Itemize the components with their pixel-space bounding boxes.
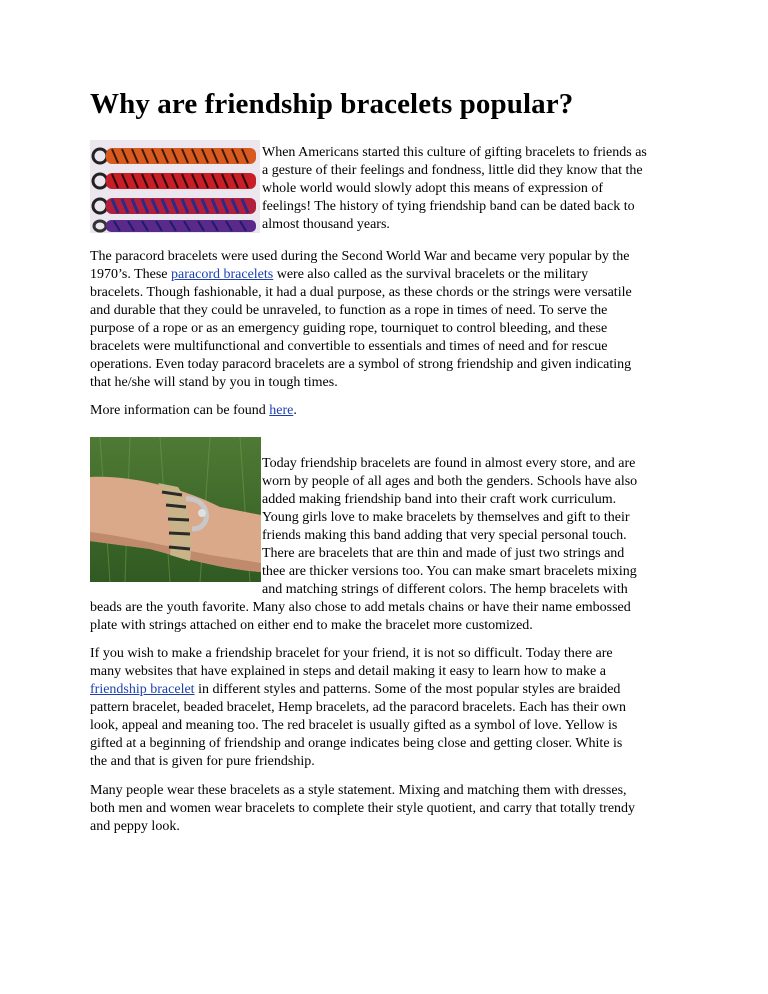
more-info-paragraph [90,402,688,420]
text-line: and matching strings of different colors. The hemp bracelets with [262,582,628,597]
text-line: bracelets. Though fashionable, it had a dual purpose, as these chords or the strings were versatile [90,285,632,300]
text-line: a gesture of their feelings and fondness, little did they know that the [262,163,643,178]
text-line: and durable that they could be unraveled, to function as a rope in times of need. To serve the [90,303,608,318]
style-statement-paragraph [90,782,688,836]
text-line: When Americans started this culture of gifting bracelets to friends as [262,145,647,160]
bracelets-photo [90,140,260,233]
text-line: added making friendship band into their craft work curriculum. [262,492,617,507]
text-line: Today friendship bracelets are found in almost every store, and are [262,456,636,471]
text-line: operations. Even today paracord bracelets are a symbol of strong friendship and given indicating [90,357,632,372]
braided-bracelets-photo-icon [90,140,260,233]
text-segment: in different styles and patterns. Some of the most popular styles are braided [194,682,621,697]
text-segment: More information can be found [90,403,270,418]
text-segment: . [293,403,297,418]
here-link[interactable]: here [269,403,294,418]
text-line: and peppy look. [90,819,180,834]
text-line: whole world would slowly adopt this means of expression of [262,181,604,196]
text-segment: 1970’s. These [90,267,172,282]
text-line [90,681,688,699]
text-line: The paracord bracelets were used during the Second World War and became very popular by the [90,249,630,264]
text-line: the and that is given for pure friendship. [90,754,315,769]
text-line: that he/she will stand by you in tough times. [90,375,338,390]
text-line: beads are the youth favorite. Many also chose to add metals chains or have their name embossed [90,600,631,615]
text-line: worn by people of all ages and both the genders. Schools have also [262,474,638,489]
text-line: gifted at a beginning of friendship and orange indicates being close and getting closer. White is [90,736,623,751]
modern-bracelets-paragraph [262,455,682,599]
wrist-bracelet-photo [90,437,261,582]
paracord-bracelet-on-wrist-photo-icon [90,437,261,582]
page-title: Why are friendship bracelets popular? [90,88,574,120]
text-line [90,266,688,284]
paracord-history-paragraph [90,248,688,392]
text-line: Many people wear these bracelets as a style statement. Mixing and matching them with dresses, [90,783,627,798]
making-bracelets-paragraph [90,645,688,771]
text-line: If you wish to make a friendship bracelet for your friend, it is not so difficult. Today there are [90,646,613,661]
text-line: There are bracelets that are thin and made of just two strings and [262,546,625,561]
text-segment: were also called as the survival bracelets or the military [273,267,589,282]
modern-bracelets-paragraph-continued [90,599,688,635]
text-line: thee are thicker versions too. You can make smart bracelets mixing [262,564,637,579]
friendship-bracelet-link[interactable]: friendship bracelet [90,682,195,697]
text-line [90,402,688,420]
text-line: many websites that have explained in steps and detail making it easy to learn how to make a [90,664,606,679]
text-line: friends making this band adding that very special personal touch. [262,528,627,543]
text-line: Young girls love to make bracelets by themselves and gift to their [262,510,630,525]
text-line: pattern bracelet, beaded bracelet, Hemp bracelets, ad the paracord bracelets. Each has their own [90,700,626,715]
text-line: purpose of a rope or as an emergency guiding rope, tourniquet to control bleeding, and these [90,321,608,336]
paracord-bracelets-link[interactable]: paracord bracelets [171,267,274,282]
text-line: plate with strings attached on either end to make the bracelet more customized. [90,618,533,633]
text-line: look, appeal and meaning too. The red bracelet is usually gifted as a symbol of love. Yellow is [90,718,618,733]
intro-paragraph [262,144,682,234]
text-line: almost thousand years. [262,217,390,232]
text-line: bracelets were multifunctional and convertible to essentials and times of need and for rescue [90,339,608,354]
text-line: feelings! The history of tying friendship band can be dated back to [262,199,635,214]
text-line: both men and women wear bracelets to complete their style quotient, and carry that totally trendy [90,801,636,816]
